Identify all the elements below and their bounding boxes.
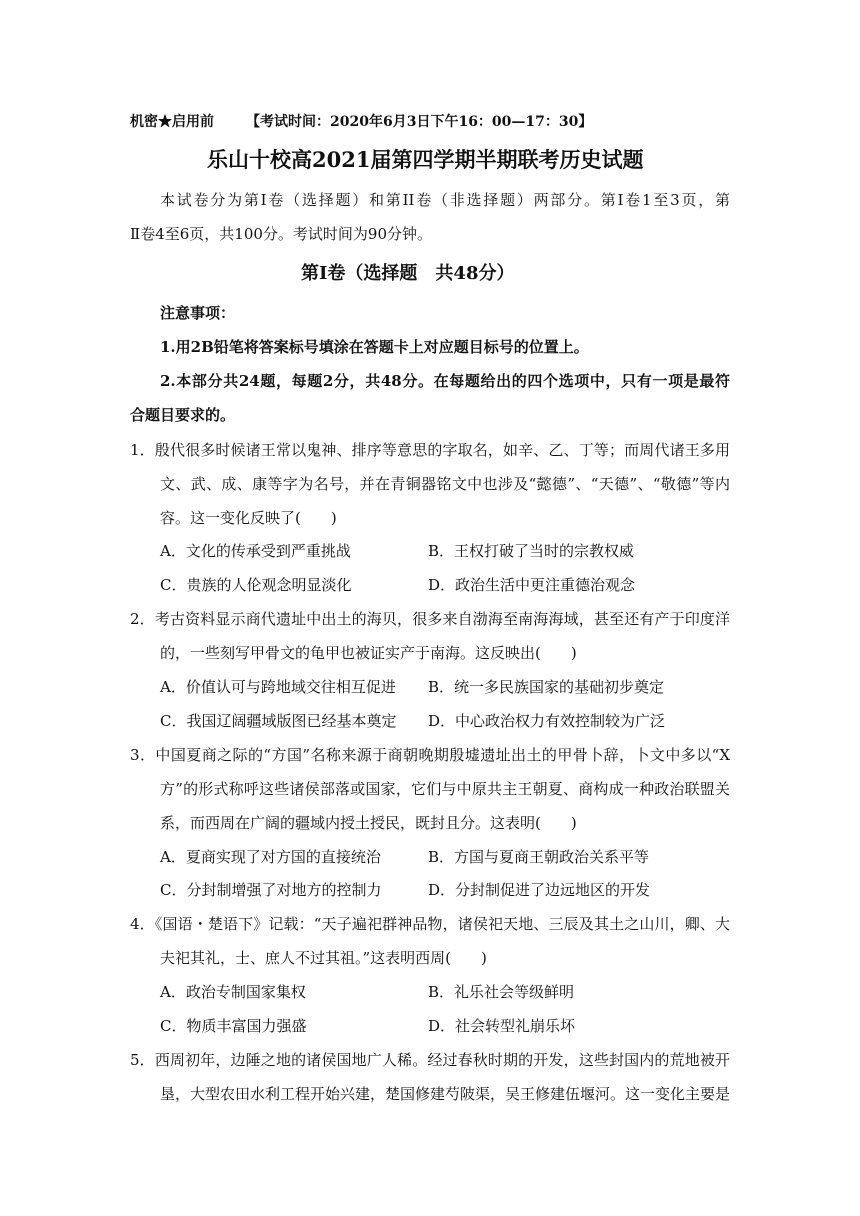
question-5-line-2: 垦，大型农田水利工程开始兴建，楚国修建芍陂渠，吴王修建伍堰河。这一变化主要是 — [160, 1085, 731, 1103]
notes-item-2: 2.本部分共24题，每题2分，共48分。在每题给出的四个选项中，只有一项是最符 — [160, 372, 730, 390]
question-1-line-3: 容。这一变化反映了( ) — [160, 509, 337, 527]
question-1-line-2: 文、武、成、康等字为名号，并在青铜器铭文中也涉及“懿德”、“天德”、“敬德”等内 — [160, 475, 730, 493]
question-1-line-1: 1．殷代很多时候诸王常以鬼神、排序等意思的字取名，如辛、乙、丁等；而周代诸王多用 — [130, 441, 730, 459]
notes-heading: 注意事项： — [160, 304, 236, 322]
intro-line-2: Ⅱ卷4至6页，共100分。考试时间为90分钟。 — [130, 225, 433, 243]
page-title: 乐山十校高2021届第四学期半期联考历史试题 — [207, 147, 644, 172]
question-2-option-a: A．价值认可与跨地域交往相互促进 — [160, 678, 396, 696]
question-4-option-b: B．礼乐社会等级鲜明 — [428, 983, 575, 1001]
question-3-option-b: B．方国与夏商王朝政治关系平等 — [428, 848, 650, 866]
question-2-option-d: D．中心政治权力有效控制较为广泛 — [428, 712, 666, 730]
exam-time: 【考试时间：2020年6月3日下午16：00—17：30】 — [246, 114, 593, 130]
question-3-line-3: 系，而西周在广阔的疆域内授土授民，既封且分。这表明( ) — [160, 814, 577, 832]
question-1-option-d: D．政治生活中更注重德治观念 — [428, 576, 636, 594]
question-3-option-d: D．分封制促进了边远地区的开发 — [428, 881, 651, 899]
question-4-option-a: A．政治专制国家集权 — [160, 983, 306, 1001]
question-3-line-2: 方”的形式称呼这些诸侯部落或国家，它们与中原共主王朝夏、商构成一种政治联盟关 — [160, 780, 730, 798]
question-1-option-c: C．贵族的人伦观念明显淡化 — [160, 576, 352, 594]
question-5-line-1: 5．西周初年，边陲之地的诸侯国地广人稀。经过春秋时期的开发，这些封国内的荒地被开 — [130, 1051, 730, 1069]
question-4-line-1: 4．《国语・楚语下》记载：“天子遍祀群神品物，诸侯祀天地、三辰及其土之山川，卿、大 — [130, 915, 730, 933]
question-2-line-2: 的，一些刻写甲骨文的龟甲也被证实产于南海。这反映出( ) — [160, 644, 577, 662]
question-3-option-c: C．分封制增强了对地方的控制力 — [160, 881, 382, 899]
question-2-line-1: 2．考古资料显示商代遗址中出土的海贝，很多来自渤海至南海海域，甚至还有产于印度洋 — [130, 610, 730, 628]
question-2-option-b: B．统一多民族国家的基础初步奠定 — [428, 678, 665, 696]
question-1-option-b: B．王权打破了当时的宗教权威 — [428, 542, 635, 560]
question-3-line-1: 3．中国夏商之际的“方国”名称来源于商朝晚期殷墟遗址出土的甲骨卜辞，卜文中多以“X — [130, 746, 730, 764]
section-title: 第Ⅰ卷（选择题 共48分） — [301, 263, 515, 284]
notes-item-2-cont: 合题目要求的。 — [130, 406, 236, 424]
confidential-label: 机密★启用前 — [130, 114, 214, 130]
question-4-option-d: D．社会转型礼崩乐坏 — [428, 1017, 576, 1035]
intro-line-1: 本试卷分为第Ⅰ卷（选择题）和第II卷（非选择题）两部分。第Ⅰ卷1至3页，第 — [160, 191, 730, 209]
question-3-option-a: A．夏商实现了对方国的直接统治 — [160, 848, 381, 866]
question-2-option-c: C．我国辽阔疆域版图已经基本奠定 — [160, 712, 397, 730]
question-1-option-a: A．文化的传承受到严重挑战 — [160, 542, 351, 560]
notes-item-1: 1.用2B铅笔将答案标号填涂在答题卡上对应题目标号的位置上。 — [160, 338, 589, 356]
question-4-line-2: 夫祀其礼，士、庶人不过其祖。”这表明西周( ) — [160, 949, 487, 967]
question-4-option-c: C．物质丰富国力强盛 — [160, 1017, 307, 1035]
